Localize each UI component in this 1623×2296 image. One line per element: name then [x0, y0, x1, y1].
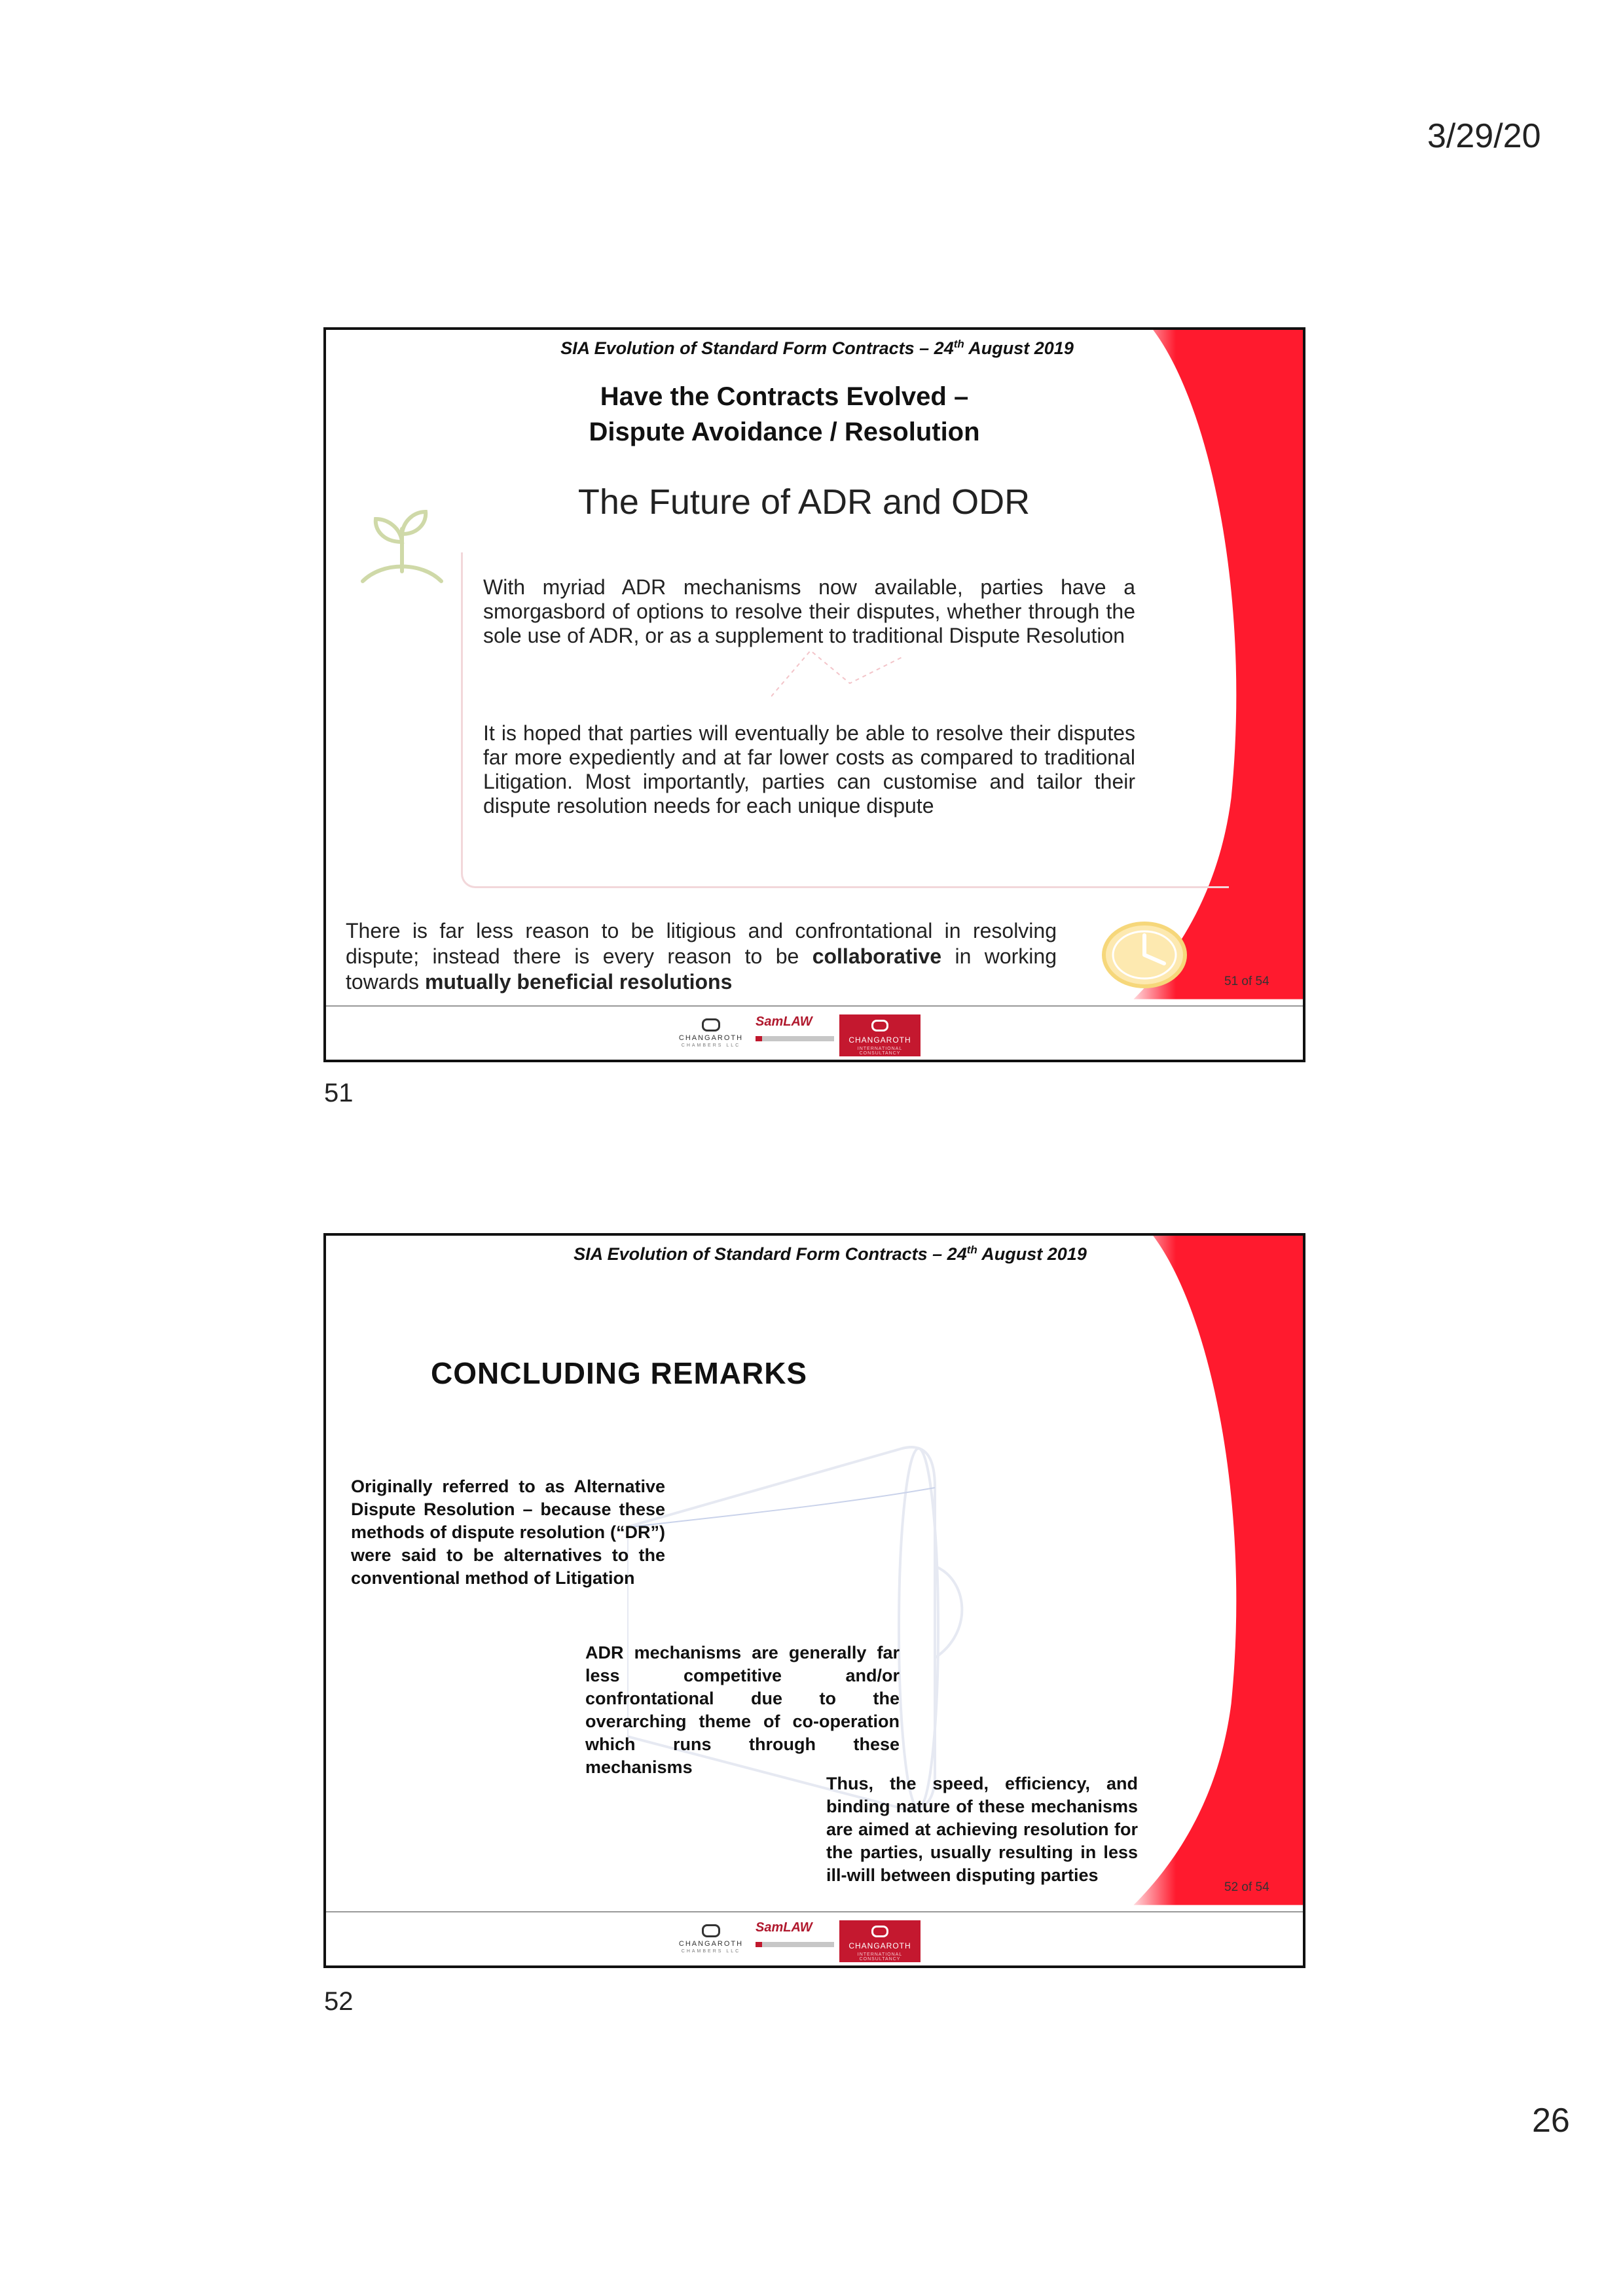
- slide-header: SIA Evolution of Standard Form Contracts – 24th August 2019: [560, 338, 1074, 358]
- slide-counter: 52 of 54: [1224, 1880, 1269, 1894]
- changaroth-chambers-logo: CHANGAROTH CHAMBERS LLC: [672, 1920, 750, 1962]
- slide-number-52: 52: [324, 1987, 354, 2016]
- page-date: 3/29/20: [1427, 117, 1541, 155]
- slide-counter: 51 of 54: [1224, 975, 1269, 988]
- slide-52: [323, 1233, 1305, 1968]
- slide-number-51: 51: [324, 1079, 354, 1107]
- changaroth-consultancy-logo: CHANGAROTH INTERNATIONAL CONSULTANCY: [839, 1014, 921, 1056]
- paragraph-2: It is hoped that parties will eventually be able to resolve their disputes far more expediently and at far lower costs as compared to traditional Litigation. Most importantly, parties can customise and tailor their dispute resolution needs for each unique dispute: [483, 721, 1135, 817]
- slide-title: [542, 379, 1027, 450]
- remark-point-2: ADR mechanisms are generally far less competitive and/or confrontational due to the overarching theme of co-operation which runs through these mechanisms: [585, 1643, 900, 1777]
- conclusion-text: There is far less reason to be litigious and confrontational in resolving dispute; instead there is every reason to be collaborative in working towards mutually beneficial resolutions: [346, 919, 1057, 994]
- page-number: 26: [1532, 2102, 1570, 2140]
- samlaw-logo: SamLAW: [756, 1014, 834, 1056]
- slide-51: [323, 327, 1305, 1062]
- title-line-1: Have the Contracts Evolved –: [600, 382, 969, 411]
- changaroth-consultancy-logo: CHANGAROTH INTERNATIONAL CONSULTANCY: [839, 1920, 921, 1962]
- logo-row: [672, 1012, 921, 1060]
- logo-row: [672, 1918, 921, 1966]
- changaroth-chambers-logo: CHANGAROTH CHAMBERS LLC: [672, 1014, 750, 1056]
- plant-icon: [356, 503, 448, 594]
- clock-icon: [1099, 919, 1190, 991]
- footer-divider: [326, 1911, 1303, 1912]
- samlaw-logo: SamLAW: [756, 1920, 834, 1962]
- slide-header: SIA Evolution of Standard Form Contracts – 24th August 2019: [574, 1244, 1087, 1264]
- slide-title: CONCLUDING REMARKS: [431, 1356, 808, 1390]
- title-line-2: Dispute Avoidance / Resolution: [589, 418, 980, 446]
- slide-subtitle: The Future of ADR and ODR: [577, 482, 1030, 522]
- remark-point-1: Originally referred to as Alternative Dispute Resolution – because these methods of dispute resolution (“DR”) were said to be alternatives to the conventional method of Litigation: [351, 1477, 665, 1588]
- decorative-line: [771, 644, 902, 703]
- footer-divider: [326, 1005, 1303, 1007]
- paragraph-1: With myriad ADR mechanisms now available, parties have a smorgasbord of options to resolve their disputes, whether through the sole use of ADR, or as a supplement to traditional Dispute Resolution: [483, 575, 1135, 647]
- remark-point-3: Thus, the speed, efficiency, and binding nature of these mechanisms are aimed at achieving resolution for the parties, usually resulting in less ill-will between disputing parties: [826, 1774, 1138, 1885]
